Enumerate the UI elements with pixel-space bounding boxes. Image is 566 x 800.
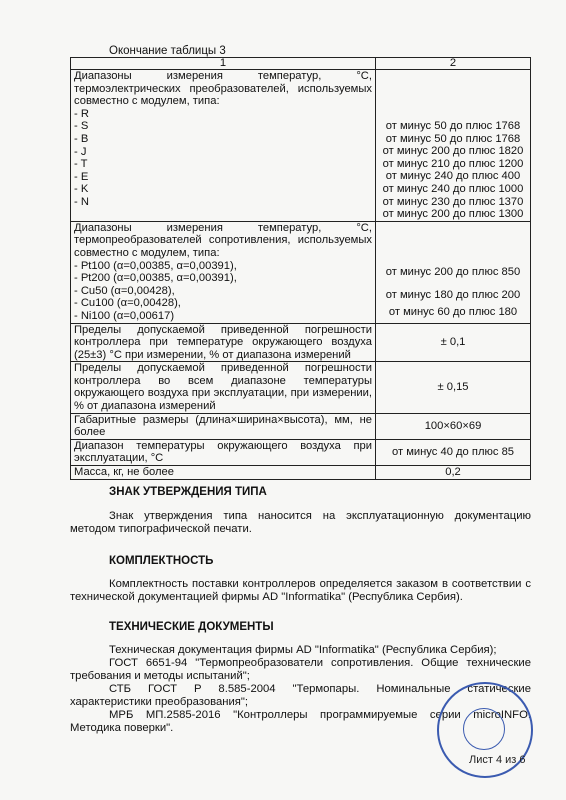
list-item: - T (74, 158, 88, 171)
list-item: - J (74, 145, 87, 158)
range-value: от минус 230 до плюс 1370 (382, 195, 524, 208)
rtd-ranges-cell (376, 221, 531, 323)
range-value: от минус 60 до плюс 180 (388, 305, 518, 318)
list-item: - Ni100 (α=0,00617) (74, 309, 175, 322)
range-value: от минус 50 до плюс 1768 (385, 120, 521, 132)
section-title-tech-docs: ТЕХНИЧЕСКИЕ ДОКУМЕНТЫ (109, 621, 274, 633)
section-title-completeness: КОМПЛЕКТНОСТЬ (109, 555, 214, 567)
list-item: - E (74, 170, 89, 183)
accuracy-full-value: ± 0,15 (376, 362, 531, 413)
ambient-temp-value: от минус 40 до плюс 85 (376, 439, 531, 465)
range-value: от минус 240 до плюс 400 (385, 170, 521, 183)
mass-desc: Масса, кг, не более (71, 466, 376, 480)
list-item: - B (74, 132, 89, 145)
accuracy-full-desc: Пределы допускаемой приведенной погрешности контроллера во всем диапазоне температуры окружающего воздуха при эксплуатации, при измерении, % от диапазона измерений (71, 362, 376, 413)
accuracy-normal-value: ± 0,1 (376, 323, 531, 362)
list-item: МРБ МП.2585-2016 "Контроллеры программируемые серии microINFO. Методика поверки". (70, 709, 531, 734)
header-col-2: 2 (376, 58, 531, 70)
list-item: - Cu50 (α=0,00428), (74, 284, 175, 297)
completeness-text: Комплектность поставки контроллеров определяется заказом в соответствии с технической документацией фирмы AD "Informatika" (Республика Сербия). (70, 578, 531, 603)
thermocouple-desc: Диапазоны измерения температур, °С, термоэлектрических преобразователей, используемых совместно с модулем, типа: (74, 70, 372, 108)
list-item: - N (74, 195, 89, 208)
dimensions-value: 100×60×69 (376, 413, 531, 439)
mass-value: 0,2 (376, 466, 531, 480)
list-item: - Pt200 (α=0,00385, α=0,00391), (74, 272, 237, 285)
table-row (71, 362, 531, 413)
list-item: - Pt100 (α=0,00385, α=0,00391), (74, 259, 237, 272)
ambient-temp-desc: Диапазон температуры окружающего воздуха при эксплуатации, °С (71, 439, 376, 465)
stamp-emblem-icon (463, 708, 505, 750)
approval-mark-text: Знак утверждения типа наносится на эксплуатационную документацию методом типографической печати. (70, 510, 531, 535)
table-row (71, 413, 531, 439)
spec-table (70, 57, 531, 480)
rtd-cell (71, 221, 376, 323)
list-item: - Cu100 (α=0,00428), (74, 297, 181, 310)
range-value: от минус 210 до плюс 1200 (382, 157, 524, 170)
table-row (71, 70, 531, 222)
list-item: - S (74, 120, 89, 133)
table-row (71, 323, 531, 362)
dimensions-desc: Габаритные размеры (длина×ширина×высота), мм, не более (71, 413, 376, 439)
table-header-row (71, 58, 531, 70)
range-value: от минус 50 до плюс 1768 (385, 132, 521, 145)
range-value: от минус 200 до плюс 850 (385, 265, 521, 278)
range-value: от минус 200 до плюс 1820 (382, 145, 524, 158)
thermocouple-cell (71, 70, 376, 222)
range-value: от минус 180 до плюс 200 (385, 289, 521, 302)
rtd-desc: Диапазоны измерения температур, °С, термопреобразователей сопротивления, используемых совместно с модулем, типа: (74, 221, 372, 259)
list-item: - R (74, 107, 89, 120)
table-row (71, 466, 531, 480)
table-row (71, 221, 531, 323)
header-col-1: 1 (71, 58, 376, 70)
list-item: Техническая документация фирмы AD "Informatika" (Республика Сербия); (109, 644, 497, 656)
list-item: - K (74, 183, 89, 196)
certification-stamp (437, 682, 533, 778)
range-value: от минус 200 до плюс 1300 (382, 208, 524, 221)
section-title-approval-mark: ЗНАК УТВЕРЖДЕНИЯ ТИПА (109, 486, 267, 498)
table-row (71, 439, 531, 465)
thermocouple-ranges-cell (376, 70, 531, 222)
range-value: от минус 240 до плюс 1000 (382, 182, 524, 195)
sheet-number: Лист 4 из 6 (469, 754, 526, 766)
list-item: СТБ ГОСТ Р 8.585-2004 "Термопары. Номинальные статические характеристики преобразования"; (70, 683, 531, 708)
accuracy-normal-desc: Пределы допускаемой приведенной погрешности контроллера при температуре окружающего воздуха (25±3) °С при измерении, % от диапазона измерений (71, 323, 376, 362)
list-item: ГОСТ 6651-94 "Термопреобразователи сопротивления. Общие технические требования и методы испытаний"; (70, 657, 531, 682)
table-caption: Окончание таблицы 3 (109, 45, 226, 57)
